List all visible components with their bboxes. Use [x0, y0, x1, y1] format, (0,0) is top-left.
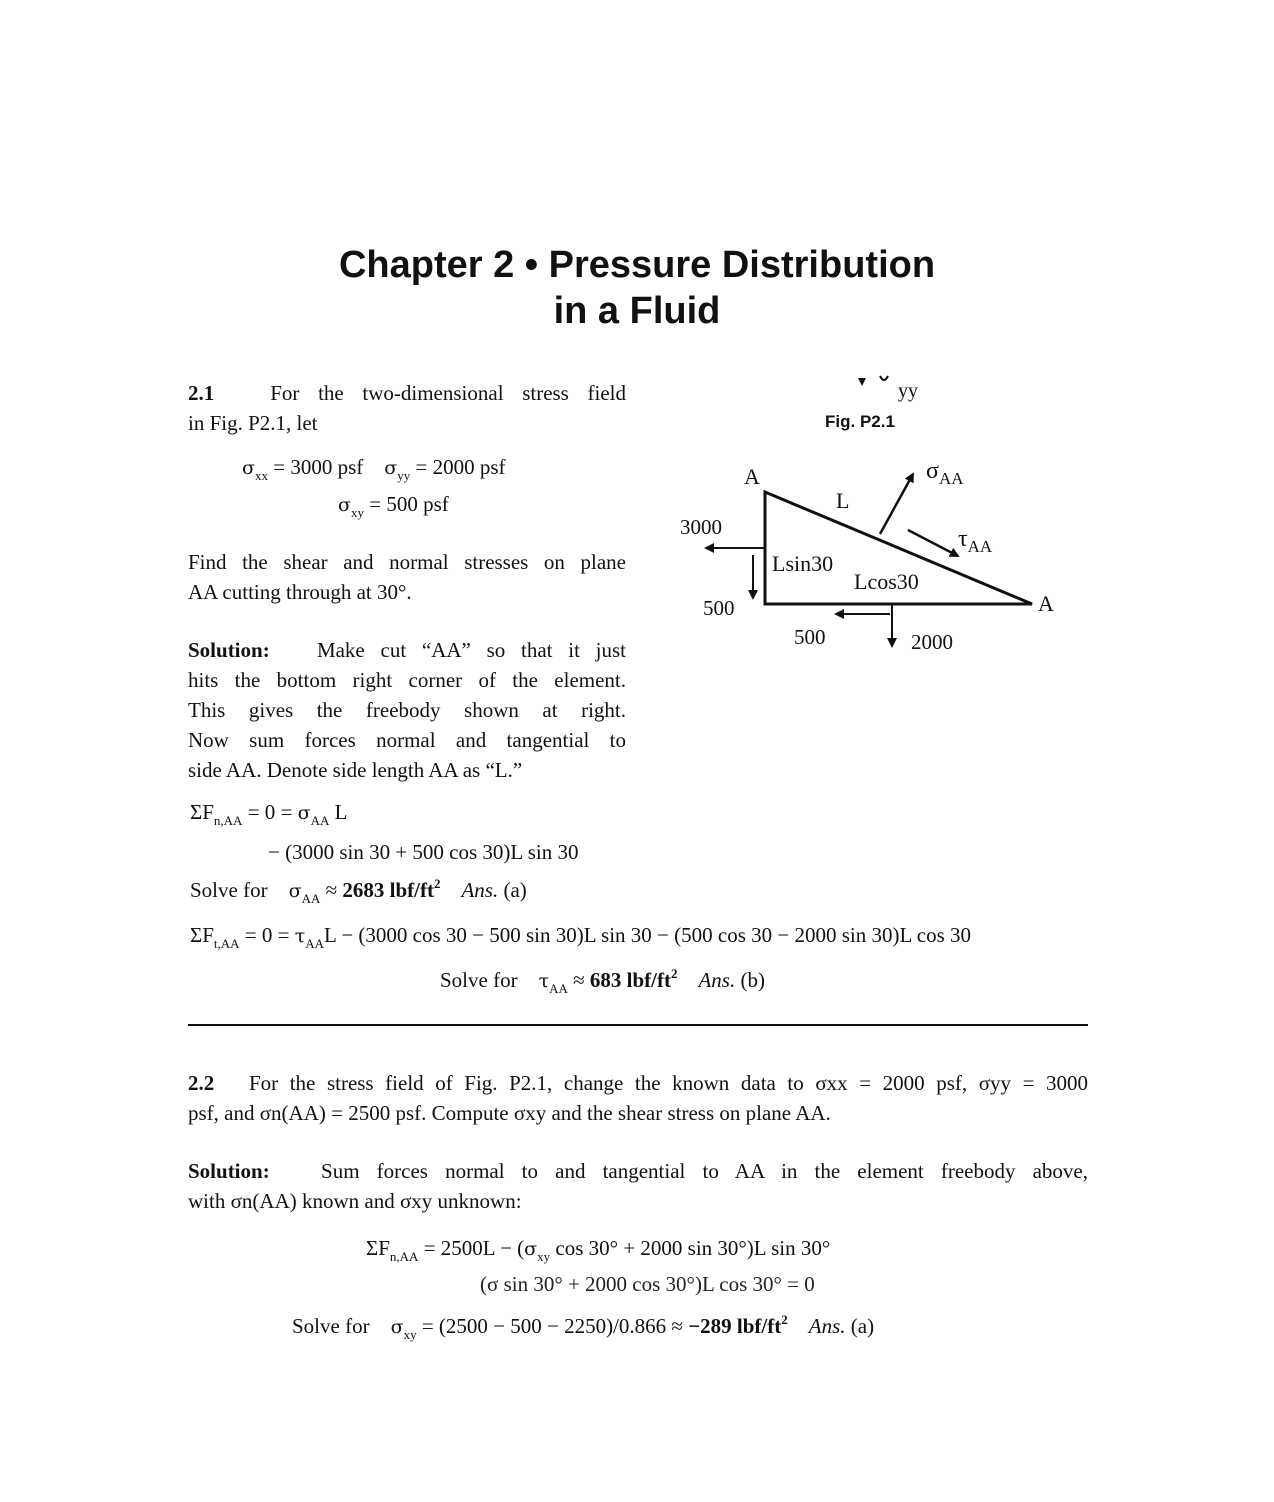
- freebody-diagram: [640, 360, 1090, 680]
- solve-for-label-b: Solve for: [440, 968, 518, 992]
- label-lsin30: Lsin30: [772, 551, 834, 576]
- p22-eq-sum: ΣF: [366, 1236, 390, 1260]
- intro-text-line-1: For the two-dimensional stress field: [270, 381, 626, 405]
- ans-a-approx: ≈: [325, 878, 338, 902]
- ans-a-tag: (a): [503, 878, 527, 902]
- label-3000: 3000: [680, 515, 722, 539]
- p22-ans-expr: = (2500 − 500 − 2250)/0.866 ≈: [421, 1314, 683, 1338]
- title-line-1: Chapter 2 • Pressure Distribution: [338, 244, 936, 286]
- label-sigma-aa: [926, 458, 964, 488]
- p22-eq-partial: (σ sin 30° + 2000 cos 30°)L cos 30° = 0: [480, 1272, 815, 1296]
- cut-off-arrow-icon: [858, 378, 866, 386]
- ans-a-label: Ans.: [461, 878, 499, 902]
- eq2-sub2: AA: [305, 936, 325, 951]
- figure-p2-1: [640, 360, 1090, 680]
- solution-line-5: side AA. Denote side length AA as “L.”: [188, 758, 523, 782]
- figure-caption: Fig. P2.1: [825, 412, 895, 431]
- eq1-sum: ΣF: [190, 800, 214, 824]
- eq2-mid: = 0 =: [244, 923, 290, 947]
- p22-answer-row: Solve for $\sigma_{xy} = (2500 - 500 - 2250)/0.866 \approx -289$ lbf/$ft^2$ Ans. (a): [292, 1312, 875, 1342]
- eq1-sub: n,AA: [213, 813, 243, 828]
- p22-ans-label: Ans.: [808, 1314, 846, 1338]
- ans-a-sup: 2: [433, 876, 441, 891]
- label-tau-aa: [958, 526, 993, 556]
- top-fragment-text: yy: [898, 380, 918, 402]
- p22-equation-clipped: [480, 1270, 900, 1296]
- given-stresses-row-2: $\sigma_{xy} = 500$ psf: [338, 492, 449, 520]
- eq1-sub2: AA: [310, 813, 330, 828]
- problem-2-2-statement: [188, 1068, 1088, 1128]
- label-a-top: A: [744, 464, 760, 489]
- solution-line-4: Now sum forces normal and tangential to: [188, 728, 626, 752]
- p22-eq-rest-a: = 2500L − (: [423, 1236, 525, 1260]
- equation-tangential-sum: $\Sigma F_{t,AA} = 0 = \tau_{AA}L - (3000$ cos 30 − 500 sin 30)L sin 30 − (500 cos 30 − 2000 sin 30)L cos 30: [190, 923, 972, 951]
- ans-b-approx: ≈: [573, 968, 585, 992]
- eq2-sub: t,AA: [213, 936, 240, 951]
- eq2-sum: ΣF: [190, 923, 214, 947]
- tau-aa-arrow: [908, 530, 958, 556]
- label-500-left: 500: [703, 596, 735, 620]
- eq2-rest: L − (3000 cos 30 − 500 sin 30)L sin 30 − (500 cos 30 − 2000 sin 30)L cos 30: [324, 923, 972, 947]
- p22-ans-tag: (a): [850, 1314, 875, 1338]
- label-500-bottom: 500: [794, 625, 826, 649]
- p22-ans-sub: xy: [403, 1327, 417, 1342]
- sigma-aa-arrow: [880, 474, 913, 534]
- cut-off-sigma-yy-label: [858, 376, 918, 402]
- eq1-end: L: [334, 800, 348, 824]
- p22-line-2: psf, and σn(AA) = 2500 psf. Compute σxy and the shear stress on plane AA.: [188, 1101, 831, 1125]
- label-lcos30: Lcos30: [854, 569, 919, 594]
- ans-b-label: Ans.: [698, 968, 736, 992]
- problem-2-1-intro: [188, 378, 626, 438]
- p22-solution-label: Solution:: [188, 1159, 270, 1183]
- answer-a-row: Solve for $\sigma_{AA} \approx 2683$ lbf/$ft^2$ Ans. (a): [190, 876, 527, 906]
- problem-2-2-solution: [188, 1156, 1088, 1216]
- ans-b-sup: 2: [670, 966, 678, 981]
- label-2000: 2000: [911, 630, 953, 654]
- given-sxy: = 500 psf: [369, 492, 449, 516]
- p22-solution-line-1: Sum forces normal to and tangential to AA in the element freebody above,: [321, 1159, 1088, 1183]
- equation-normal-sum: $\Sigma F_{n,AA} = 0 = \sigma_{AA}$ L: [190, 800, 348, 828]
- ans-a-value: 2683 lbf/ft: [342, 878, 434, 902]
- ans-b-tag: (b): [740, 968, 765, 992]
- p22-eq-sub: n,AA: [389, 1249, 419, 1264]
- solution-line-3: This gives the freebody shown at right.: [188, 698, 626, 722]
- p22-eq-sxy-sub: xy: [537, 1249, 551, 1264]
- intro-text-line-2: in Fig. P2.1, let: [188, 411, 318, 435]
- given-stresses-row-1: $\sigma_{xx} = 3000$ psf $\sigma_{yy} = 2000$ psf: [242, 455, 506, 483]
- equation-normal-sum-cont: − (3000 sin 30 + 500 cos 30)L sin 30: [268, 840, 579, 864]
- eq1-mid: = 0 =: [247, 800, 293, 824]
- ans-b-value: 683 lbf/ft: [589, 968, 671, 992]
- ans-a-sub: AA: [301, 891, 321, 906]
- solution-line-2: hits the bottom right corner of the element.: [188, 668, 626, 692]
- tau-symbol: τ: [958, 526, 968, 552]
- p22-ans-sup: 2: [781, 1312, 788, 1327]
- problem-2-1-solution: [188, 635, 626, 785]
- sigma-symbol: σ: [926, 458, 939, 484]
- given-sxx: = 3000 psf: [273, 455, 364, 479]
- p22-solve-for: Solve for: [292, 1314, 370, 1338]
- tau-aa-sub: AA: [967, 537, 993, 556]
- p22-eq-rest-b: cos 30° + 2000 sin 30°)L sin 30°: [555, 1236, 831, 1260]
- title-line-2: in a Fluid: [553, 290, 721, 332]
- solution-label: Solution:: [188, 638, 270, 662]
- page-title: [0, 242, 1274, 334]
- answer-b-row: Solve for $\tau_{AA} \approx 683$ lbf/$ft^2$ Ans. (b): [440, 966, 765, 996]
- sigma-aa-sub: AA: [938, 469, 964, 488]
- p22-ans-value: −289 lbf/ft: [688, 1314, 782, 1338]
- solution-line-1: Make cut “AA” so that it just: [316, 638, 626, 662]
- label-a-right: A: [1038, 591, 1054, 616]
- problem-2-2-number: 2.2: [188, 1071, 215, 1095]
- solve-for-label: Solve for: [190, 878, 268, 902]
- p22-solution-line-2: with σn(AA) known and σxy unknown:: [188, 1189, 522, 1213]
- problem-2-1-find: [188, 547, 626, 607]
- section-divider: [188, 1024, 1088, 1026]
- label-length-l: L: [836, 488, 850, 513]
- problem-number: 2.1: [188, 381, 215, 405]
- find-line-2: AA cutting through at 30°.: [188, 580, 412, 604]
- find-line-1: Find the shear and normal stresses on plane: [188, 550, 626, 574]
- p22-equation: $\Sigma F_{n,AA} = 2500L - (\sigma_{xy}$ cos 30° + 2000 sin 30°)L sin 30°: [366, 1236, 831, 1264]
- p22-line-1: For the stress field of Fig. P2.1, change the known data to σxx = 2000 psf, σyy = 3000: [248, 1071, 1089, 1095]
- ans-b-sub: AA: [549, 981, 568, 996]
- given-syy: = 2000 psf: [415, 455, 506, 479]
